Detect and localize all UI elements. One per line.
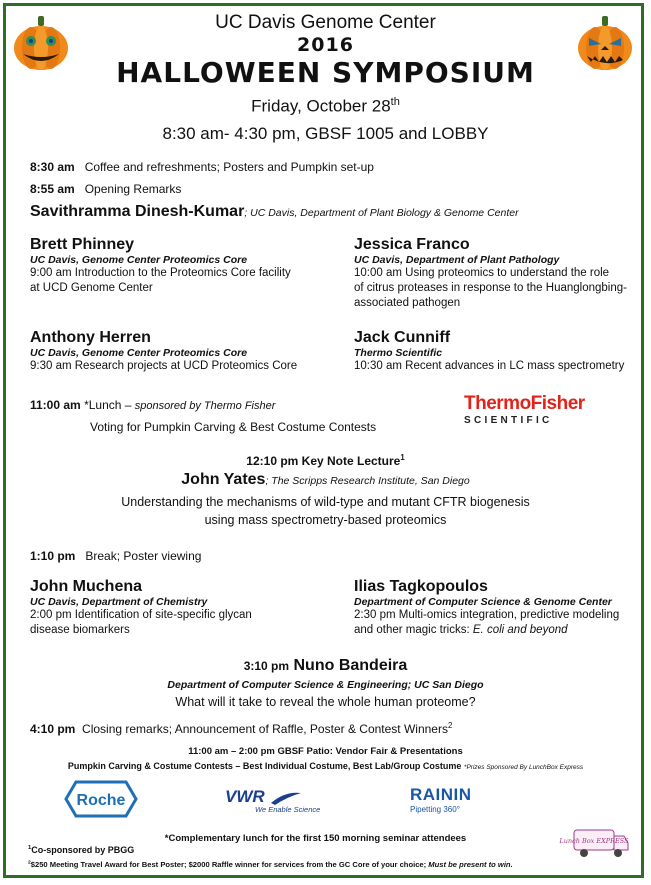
talk-block: Jack Cunniff Thermo Scientific 10:30 am Recent advances in LC mass spectrometry: [354, 329, 625, 372]
page-title: HALLOWEEN SYMPOSIUM: [116, 56, 535, 89]
last-talk-title: What will it take to reveal the whole human proteome?: [175, 695, 476, 709]
talk-block: Brett Phinney UC Davis, Genome Center Proteomics Core 9:00 am Introduction to the Proteomics Core facility at UCD Genome Center: [30, 236, 291, 294]
keynote-speaker: John Yates; The Scripps Research Institute, San Diego: [181, 471, 470, 488]
contests-line: Pumpkin Carving & Costume Contests – Best Individual Costume, Best Lab/Group Costume *Prizes Sponsored By LunchBox Express: [67, 761, 584, 771]
closing-item: 4:10 pm Closing remarks; Announcement of Raffle, Poster & Contest Winners$^2$: [30, 721, 453, 736]
vwr-logo: VWR We Enable Science: [225, 787, 321, 814]
event-date: Friday, October 28th: [251, 96, 400, 116]
keynote-title: Understanding the mechanisms of wild-type and mutant CFTR biogenesis: [121, 495, 530, 509]
rainin-logo: RAININ Pipetting 360°: [410, 785, 472, 814]
schedule-item: 8:30 am Coffee and refreshments; Posters and Pumpkin set-up: [30, 160, 374, 174]
thermo-fisher-logo: ThermoFisher SCIENTIFIC: [464, 393, 585, 426]
complementary-lunch-note: *Complementary lunch for the first 150 morning seminar attendees: [164, 833, 467, 844]
opening-speaker: Savithramma Dinesh-Kumar; UC Davis, Department of Plant Biology & Genome Center: [30, 203, 519, 220]
schedule-item: 1:10 pm Break; Poster viewing: [30, 549, 202, 563]
footnote-2: $^2$\$250 Meeting Travel Award for Best Poster; $2000 Raffle winner for services from the GC Core of your choice; Must be present to win.: [28, 860, 513, 869]
last-talk-header: 3:10 pm Nuno Bandeira: [243, 657, 408, 674]
talk-block: Jessica Franco UC Davis, Department of Plant Pathology 10:00 am Using proteomics to understand the role of citrus proteases in response to the Huanglongbing- associated pathogen: [354, 236, 627, 309]
org-name: UC Davis Genome Center: [215, 12, 436, 33]
lunchbox-logo-text: Lunch Box EXPRESS: [559, 837, 629, 845]
keynote-time: 12:10 pm Key Note Lecture$^1$: [246, 453, 405, 468]
keynote-title: using mass spectrometry-based proteomics: [204, 513, 447, 527]
roche-logo-text: Roche: [76, 792, 126, 809]
event-time-place: 8:30 am- 4:30 pm, GBSF 1005 and LOBBY: [162, 124, 489, 143]
voting-text: Voting for Pumpkin Carving & Best Costume Contests: [90, 420, 377, 434]
lunch-item: 11:00 am *Lunch – sponsored by Thermo Fisher: [30, 398, 276, 412]
year: 2016: [297, 34, 354, 56]
last-talk-affiliation: Department of Computer Science & Engineering; UC San Diego: [167, 679, 484, 691]
talk-block: Anthony Herren UC Davis, Genome Center Proteomics Core 9:30 am Research projects at UCD Proteomics Core: [30, 329, 298, 372]
schedule-item: 8:55 am Opening Remarks: [30, 182, 182, 196]
vendor-fair: 11:00 am – 2:00 pm GBSF Patio: Vendor Fair & Presentations: [188, 746, 463, 757]
roche-logo: [64, 780, 138, 818]
talk-block: Ilias Tagkopoulos Department of Computer Science & Genome Center 2:30 pm Multi-omics integration, predictive modeling and other magic tricks: E. coli and beyond: [354, 578, 620, 636]
talk-block: John Muchena UC Davis, Department of Chemistry 2:00 pm Identification of site-specific glycan disease biomarkers: [30, 578, 252, 636]
footnote-1: $^1$Co-sponsored by PBGG: [28, 845, 135, 855]
